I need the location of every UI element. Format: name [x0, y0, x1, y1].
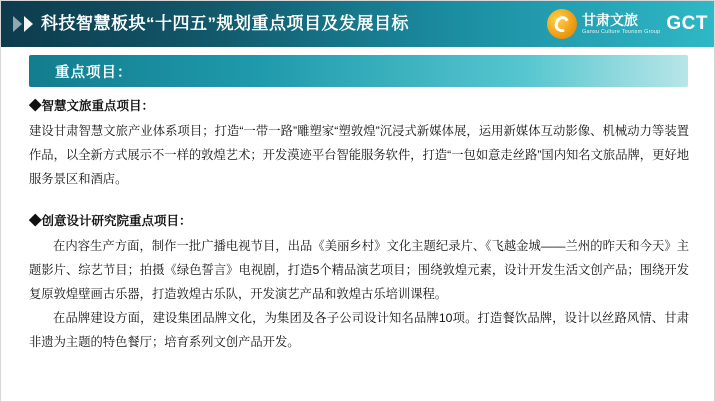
block-heading: ◆智慧文旅重点项目：	[29, 99, 155, 113]
section-title: 重点项目：	[55, 64, 133, 81]
content-block	[29, 210, 689, 354]
logo-abbr: GCT	[666, 13, 708, 34]
block-spacer	[29, 197, 689, 210]
chevron-right-icon	[24, 16, 33, 32]
logo-mark-icon	[547, 9, 577, 39]
logo-text	[582, 13, 660, 36]
block-heading: ◆创意设计研究院重点项目：	[29, 214, 192, 228]
content-block	[29, 95, 689, 191]
company-logo	[547, 6, 708, 42]
logo-name-en: Gansu Culture Tourism Group	[582, 28, 661, 35]
block-paragraph: 在内容生产方面，制作一批广播电视节目，出品《美丽乡村》文化主题纪录片、《飞越金城——兰州的昨天和今天》主题影片、综艺节目；拍摄《绿色誓言》电视剧，打造5个精品演艺项目；围绕敦煌元素，设计开发生活文创产品；围绕开发复原敦煌壁画古乐器，打造敦煌古乐队，开发演艺产品和敦煌古乐培训课程。	[29, 239, 689, 301]
block-paragraph: 在品牌建设方面，建设集团品牌文化，为集团及各子公司设计知名品牌10项。打造餐饮品牌，设计以丝路风情、甘肃非遗为主题的特色餐厅；培育系列文创产品开发。	[29, 311, 689, 349]
chevron-right-icon	[13, 16, 22, 32]
chevron-decoration	[13, 16, 35, 32]
logo-name-cn: 甘肃文旅	[582, 11, 639, 28]
block-paragraph: 建设甘肃智慧文旅产业体系项目；打造“一带一路”雕塑家“塑敦煌”沉浸式新媒体展，运用新媒体互动影像、机械动力等装置作品，以全新方式展示不一样的敦煌艺术；开发漠迹平台智能服务软件，打造“一包如意走丝路”国内知名文旅品牌，更好地服务景区和酒店。	[29, 124, 689, 186]
page-title: 科技智慧板块“十四五”规划重点项目及发展目标	[41, 14, 409, 33]
slide-header	[1, 1, 715, 47]
section-banner	[29, 55, 688, 87]
slide-body	[29, 95, 689, 387]
